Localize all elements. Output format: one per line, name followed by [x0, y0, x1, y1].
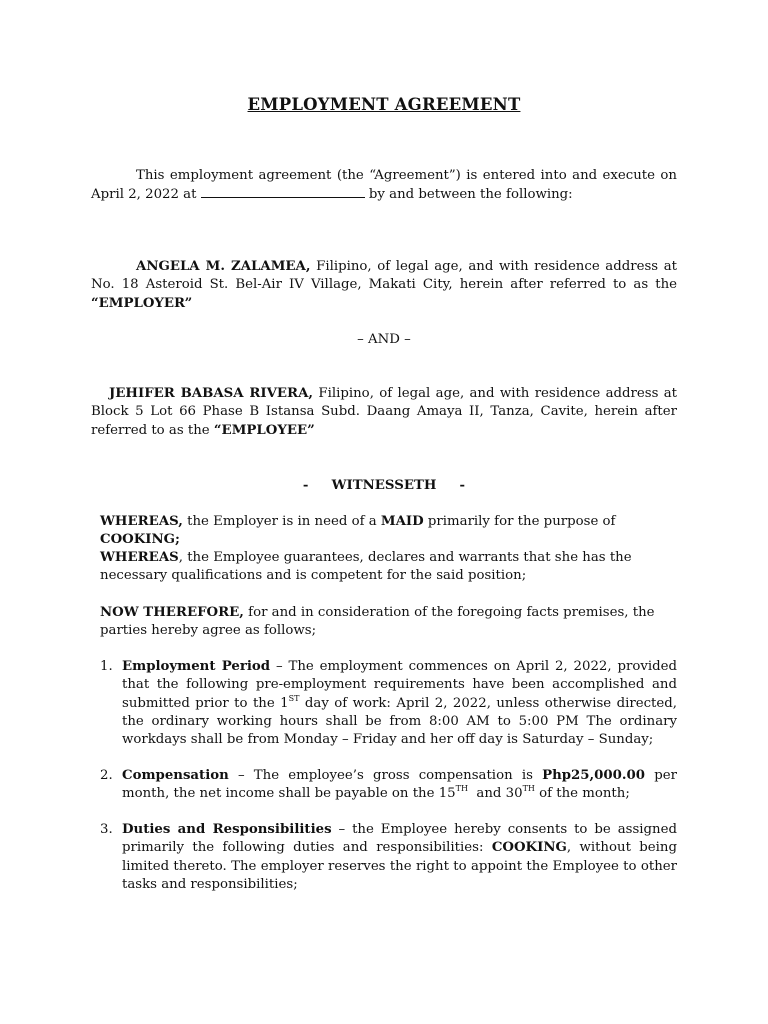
- employee-paragraph: [91, 385, 677, 440]
- item-1-employment-period: [122, 658, 677, 749]
- item-3-cooking-term: COOKING: [491, 840, 567, 856]
- compensation-amount: Php25,000.00: [542, 768, 646, 783]
- item-3-heading: Duties and Responsibilities: [122, 822, 332, 837]
- item-3-duties: [122, 821, 677, 894]
- employee-text: Filipino, of legal age, and with residence address at Block 5 Lot 66 Phase B Istansa Subd. Daang Amaya II, Tanza, Cavite, herein after referred to as the: [91, 386, 678, 438]
- item-2-text-a: – The employee’s gross compensation is: [228, 768, 543, 783]
- item-2-text-d: of the month;: [534, 786, 630, 802]
- item-2-heading: Compensation: [122, 768, 229, 783]
- item-1-number: 1.: [100, 659, 113, 674]
- witnesseth-heading: - WITNESSETH -: [302, 478, 466, 493]
- item-1-text-b: day of work: April 2, 2022, unless otherwise directed, the ordinary working hours shall be from 8:00 AM to 5:00 PM The ordinary workdays shall be from Monday – Friday and her off day is Saturday – Sunday;: [122, 695, 677, 748]
- now-therefore: [100, 604, 677, 641]
- item-2-text-b: per month, the net income shall be payable on the 15: [122, 768, 677, 802]
- item-3-text-a: – the Employee hereby consents to be assigned primarily the following duties and responsibilities:: [122, 822, 677, 856]
- whereas-1-text-b: primarily for the purpose of: [423, 514, 616, 529]
- item-1-heading: Employment Period: [122, 659, 271, 674]
- whereas-1: [100, 513, 677, 550]
- cooking-term: COOKING;: [100, 532, 180, 548]
- item-1-text-a: – The employment commences on April 2, 2022, provided that the following pre-employment requirements have been accomplished and submitted prior to the 1: [122, 659, 677, 711]
- whereas-2: [100, 549, 677, 586]
- item-1-superscript: ST: [288, 693, 300, 703]
- employer-name: ANGELA M. ZALAMEA,: [136, 259, 311, 274]
- item-2-superscript-1: TH: [455, 784, 468, 794]
- whereas-2-text: , the Employee guarantees, declares and warrants that she has the necessary qualifications and is competent for the said position;: [100, 550, 632, 584]
- whereas-2-lead: WHEREAS: [100, 550, 179, 565]
- document-title: EMPLOYMENT AGREEMENT: [247, 95, 521, 114]
- employer-text: Filipino, of legal age, and with residence address at No. 18 Asteroid St. Bel-Air IV Village, Makati City, herein after referred to as the: [91, 259, 678, 293]
- intro-text-end: by and between the following:: [364, 187, 573, 203]
- location-blank-line: [201, 185, 365, 198]
- and-divider: – AND –: [357, 332, 411, 347]
- employee-role: “EMPLOYEE”: [213, 422, 315, 438]
- now-therefore-text: for and in consideration of the foregoing facts premises, the parties hereby agree as follows;: [100, 605, 655, 639]
- item-3-number: 3.: [100, 822, 113, 837]
- item-2-number: 2.: [100, 768, 113, 783]
- item-2-compensation: [122, 767, 677, 804]
- item-2-superscript-2: TH: [522, 784, 535, 794]
- item-2-text-c: and 30: [467, 786, 523, 802]
- employer-paragraph: [91, 258, 677, 313]
- employee-name: JEHIFER BABASA RIVERA,: [109, 386, 314, 401]
- whereas-1-lead: WHEREAS,: [100, 514, 183, 529]
- now-therefore-lead: NOW THEREFORE,: [100, 605, 244, 620]
- whereas-1-text-a: the Employer is in need of a: [182, 514, 381, 529]
- item-3-text-b: , without being limited thereto. The employer reserves the right to appoint the Employee to other tasks and responsibilities;: [122, 840, 677, 892]
- intro-paragraph: [91, 167, 677, 205]
- employer-role: “EMPLOYER”: [91, 295, 193, 311]
- intro-text-start: This employment agreement (the “Agreement”) is entered into and execute on April 2, 2022 at: [91, 168, 677, 203]
- maid-term: MAID: [380, 514, 424, 529]
